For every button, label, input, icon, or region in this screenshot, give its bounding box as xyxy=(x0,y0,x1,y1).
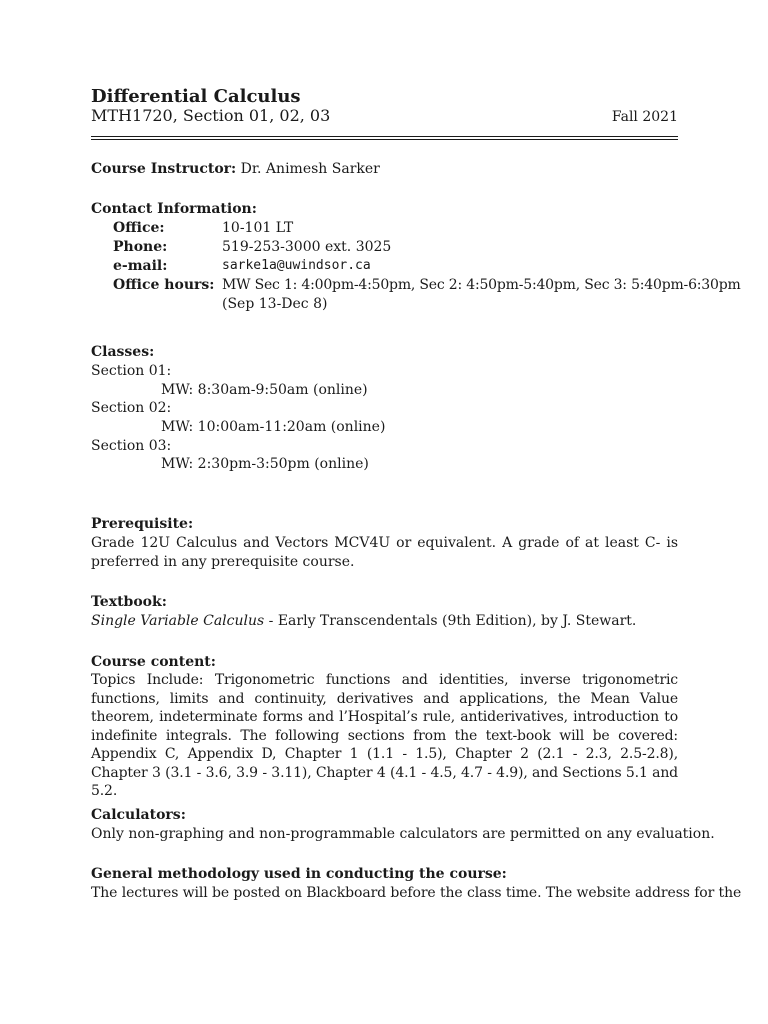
section-01-time: MW: 8:30am-9:50am (online) xyxy=(161,382,368,398)
section-02-time: MW: 10:00am-11:20am (online) xyxy=(161,419,386,435)
header-rule-top xyxy=(91,136,678,137)
instructor-line xyxy=(91,160,380,179)
section-01-label: Section 01: xyxy=(91,363,172,379)
section-03-time: MW: 2:30pm-3:50pm (online) xyxy=(161,456,369,472)
document-title: Differential Calculus xyxy=(91,86,301,107)
phone-value: 519-253-3000 ext. 3025 xyxy=(222,239,392,255)
textbook-heading: Textbook: xyxy=(91,594,167,610)
term: Fall 2021 xyxy=(611,109,678,125)
content-heading: Course content: xyxy=(91,654,216,670)
classes-heading: Classes: xyxy=(91,344,155,360)
textbook-details: - Early Transcendentals (9th Edition), by J. Stewart. xyxy=(264,613,637,629)
section-02-label: Section 02: xyxy=(91,400,172,416)
header-rule-bottom xyxy=(91,139,678,140)
course-code: MTH1720, Section 01, 02, 03 xyxy=(91,106,331,125)
office-value: 10-101 LT xyxy=(222,220,294,236)
calculators-heading: Calculators: xyxy=(91,807,186,823)
section-03-label: Section 03: xyxy=(91,438,172,454)
email-label: e-mail: xyxy=(113,258,168,274)
phone-label: Phone: xyxy=(113,239,168,255)
office-hours-line2: (Sep 13-Dec 8) xyxy=(222,296,328,312)
instructor-label: Course Instructor: xyxy=(91,161,237,177)
prerequisite-heading: Prerequisite: xyxy=(91,516,194,532)
calculators-text: Only non-graphing and non-programmable calculators are permitted on any evaluation. xyxy=(91,826,715,842)
instructor-name: Dr. Animesh Sarker xyxy=(240,161,380,177)
office-label: Office: xyxy=(113,220,165,236)
methodology-heading: General methodology used in conducting the course: xyxy=(91,866,507,882)
contact-heading: Contact Information: xyxy=(91,201,257,217)
textbook-line xyxy=(91,612,636,631)
methodology-text: The lectures will be posted on Blackboard before the class time. The website address for the xyxy=(91,885,742,901)
prerequisite-text: Grade 12U Calculus and Vectors MCV4U or equivalent. A grade of at least C- is preferred in any prerequisite course. xyxy=(91,535,678,570)
content-text: Topics Include: Trigonometric functions and identities, inverse trigonometric functions, limits and continuity, derivatives and applications, the Mean Value theorem, indeterminate forms and l’Hospital’s rule, antiderivatives, introduction to indefinite integrals. The following sections from the text-book will be covered: Appendix C, Appendix D, Chapter 1 (1.1 - 1.5), Chapter 2 (2.1 - 2.3, 2.5-2.8), Chapter 3 (3.1 - 3.6, 3.9 - 3.11), Chapter 4 (4.1 - 4.5, 4.7 - 4.9), and Sections 5.1 and 5.2. xyxy=(91,672,678,799)
textbook-title: Single Variable Calculus xyxy=(91,613,265,629)
office-hours-line1: MW Sec 1: 4:00pm-4:50pm, Sec 2: 4:50pm-5:40pm, Sec 3: 5:40pm-6:30pm xyxy=(222,277,741,293)
office-hours-label: Office hours: xyxy=(113,277,215,293)
email-value[interactable]: sarke1a@uwindsor.ca xyxy=(222,258,371,273)
